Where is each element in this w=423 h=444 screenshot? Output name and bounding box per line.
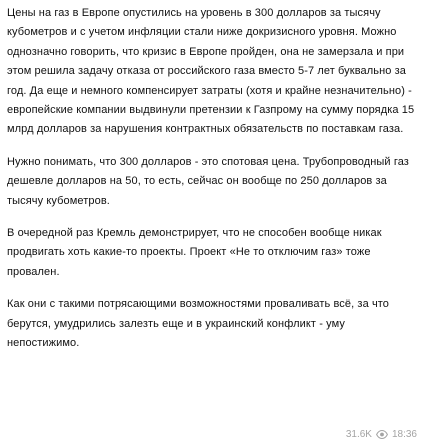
view-count: 31.6K [345, 429, 372, 440]
post-meta [342, 429, 417, 440]
post-paragraph-2: Нужно понимать, что 300 долларов - это спотовая цена. Трубопроводный газ дешевле долларов на 50, то есть, сейчас он вообще по 250 долларов за тысячу кубометров. [7, 155, 409, 207]
post-paragraph-4: Как они с такими потрясающими возможностями проваливать всё, за что берутся, умудрились залезть еще и в украинский конфликт - уму непостижимо. [7, 298, 390, 350]
post-paragraph-1: Цены на газ в Европе опустились на уровень в 300 долларов за тысячу кубометров и с учетом инфляции стали ниже докризисного уровня. Можно однозначно говорить, что кризис в Европе пройден, она не замерзала и при этом решила задачу отказа от российского газа вместо 5-7 лет буквально за год. Да еще и немного компенсирует затраты (хотя и крайне незначительно) - европейские компании выдвинули претензии к Газпрому на сумму порядка 15 млрд долларов за нарушения контрактных обязательств по поставкам газа. [7, 7, 415, 136]
post-time: 18:36 [391, 429, 417, 440]
eye-icon [376, 430, 388, 439]
post-paragraph-3: В очередной раз Кремль демонстрирует, что не способен вообще никак продвигать хоть какие-то проекты. Проект «Не то отключим газ» тоже провален. [7, 227, 382, 278]
